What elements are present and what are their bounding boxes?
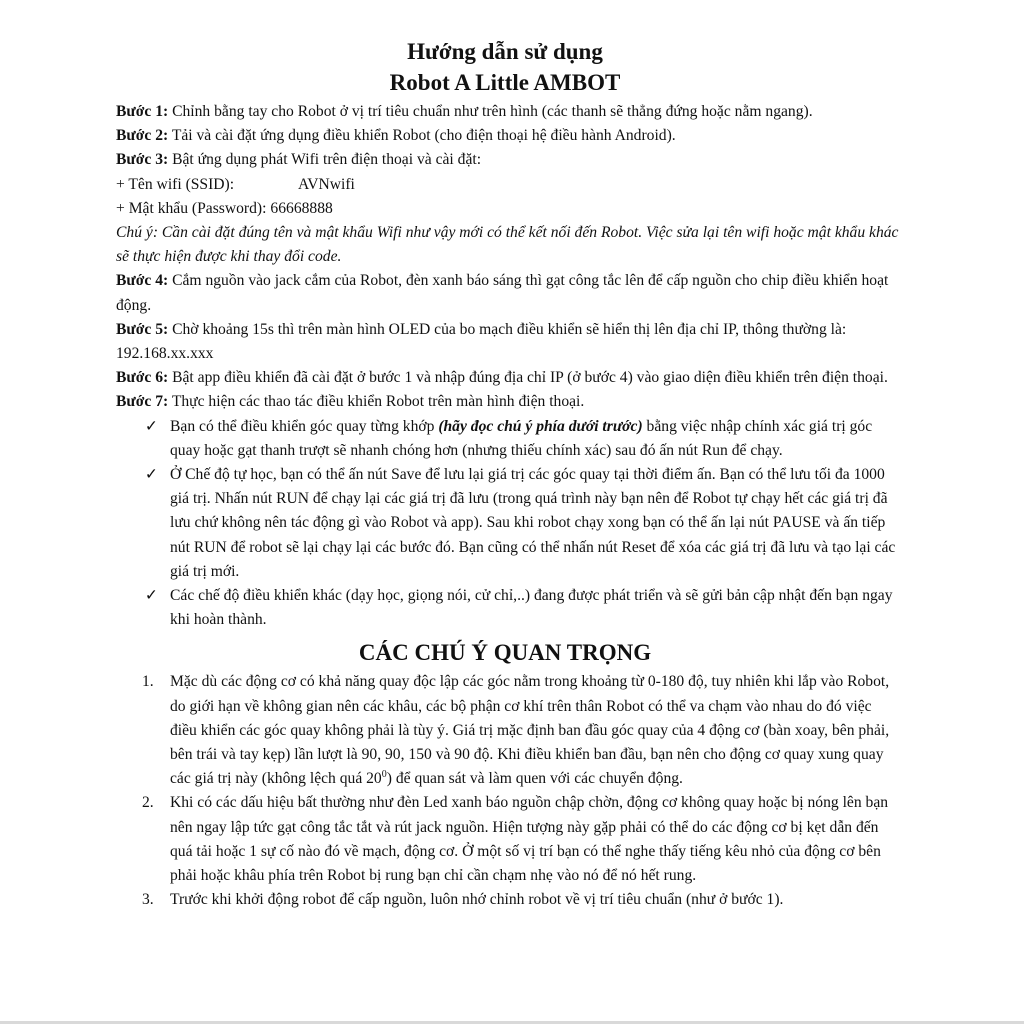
note-1-superscript: 0 xyxy=(381,769,387,781)
note-number: 1. xyxy=(142,673,154,691)
check-item-text: Các chế độ điều khiển khác (dạy học, giọng nói, cử chỉ,..) đang được phát triển và sẽ gửi bản cập nhật đến bạn ngay khi hoàn thành. xyxy=(170,587,893,629)
step-3-label: Bước 3: xyxy=(116,151,169,169)
step-6-label: Bước 6: xyxy=(116,369,169,387)
step-1-text: Chỉnh bằng tay cho Robot ở vị trí tiêu chuẩn như trên hình (các thanh sẽ thẳng đứng hoặc nằm ngang). xyxy=(168,103,813,120)
step-3 xyxy=(116,148,902,172)
step-4 xyxy=(116,269,902,317)
step-3-text: Bật ứng dụng phát Wifi trên điện thoại và cài đặt: xyxy=(168,151,482,169)
note-1-part-a: Mặc dù các động cơ có khả năng quay độc lập các góc nằm trong khoảng từ 0-180 độ, tuy nhiên khi lắp vào Robot, do giới hạn về không gian nên các khâu, các bộ phận cơ khí trên thân Robot có thể va chạm vào nhau do đó việc điều khiển các góc quay không phải là tùy ý. Giá trị mặc định ban đầu góc quay của 4 động cơ (bàn xoay, bên phải, bên trái và tay kẹp) lần lượt là 90, 90, 150 và 90 độ. Khi điều khiển ban đầu, bạn nên cho động cơ quay xung quay các giá trị này (không lệch quá 20 xyxy=(170,673,890,788)
check-item xyxy=(116,463,902,584)
check-item-text: Ở Chế độ tự học, bạn có thể ấn nút Save để lưu lại giá trị các góc quay tại thời điểm ấn. Bạn có thể lưu tối đa 1000 giá trị. Nhấn nút RUN để chạy lại các giá trị đã lưu (trong quá trình này bạn nên để Robot tự chạy hết các giá trị đã lưu chứ không nên tác động gì vào Robot và app). Sau khi robot chạy xong bạn có thể ấn lại nút PAUSE và ấn tiếp nút RUN để robot sẽ lại chạy lại các bước đó. Bạn cũng có thể nhấn nút Reset để xóa các giá trị đã lưu và tạo lại các giá trị mới. xyxy=(170,466,896,580)
step-5-text: Chờ khoảng 15s thì trên màn hình OLED của bo mạch điều khiển sẽ hiển thị lên địa chỉ IP, thông thường là: 192.168.xx.xxx xyxy=(116,320,847,363)
wifi-password-value: 66668888 xyxy=(270,199,333,217)
checkmark-icon: ✓ xyxy=(144,417,158,435)
step-6-text: Bật app điều khiển đã cài đặt ở bước 1 và nhập đúng địa chỉ IP (ở bước 4) vào giao diện điều khiển trên điện thoại. xyxy=(168,369,888,387)
note-number: 2. xyxy=(142,794,154,812)
important-notes-list xyxy=(116,670,902,912)
step-7-text: Thực hiện các thao tác điều khiển Robot trên màn hình điện thoại. xyxy=(168,393,585,411)
step-6 xyxy=(116,366,902,390)
checkmark-icon: ✓ xyxy=(144,466,158,484)
step-4-text: Cắm nguồn vào jack cắm của Robot, đèn xanh báo sáng thì gạt công tắc lên để cấp nguồn cho chip điều khiển hoạt động. xyxy=(116,272,889,314)
wifi-password-label: + Mật khẩu (Password): xyxy=(116,199,267,217)
check-item-text xyxy=(170,415,902,463)
wifi-password-row xyxy=(116,197,902,221)
wifi-ssid-value: AVNwifi xyxy=(298,175,355,193)
step-2-text: Tải và cài đặt ứng dụng điều khiển Robot (cho điện thoại hệ điều hành Android). xyxy=(168,127,676,145)
check-item-1-emphasis: (hãy đọc chú ý phía dưới trước) xyxy=(438,417,643,435)
step-5 xyxy=(116,318,902,366)
title-line-2: Robot A Little AMBOT xyxy=(389,70,621,95)
note-number: 3. xyxy=(142,891,154,909)
check-item-1-part-a: Bạn có thể điều khiển góc quay từng khớp xyxy=(170,417,439,435)
note-text xyxy=(170,670,902,791)
document-title xyxy=(108,36,902,98)
note-text: Trước khi khởi động robot để cấp nguồn, luôn nhớ chỉnh robot về vị trí tiêu chuẩn (như ở bước 1). xyxy=(170,891,784,909)
step-7-checklist xyxy=(116,415,902,633)
note-item xyxy=(116,670,902,791)
step-2-label: Bước 2: xyxy=(116,127,169,145)
wifi-ssid-row xyxy=(116,173,902,197)
document-page xyxy=(116,36,902,913)
step-7-label: Bước 7: xyxy=(116,393,169,411)
step-7 xyxy=(116,390,902,414)
check-item-1-part-b: bằng việc nhập chính xác giá trị góc quay hoặc gạt thanh trượt sẽ nhanh chóng hơn (nhưng thiếu chính xác) sau đó ấn nút Run để chạy. xyxy=(170,417,873,459)
step-1-label: Bước 1: xyxy=(116,103,169,120)
note-item xyxy=(116,888,902,912)
wifi-note: Chú ý: Cần cài đặt đúng tên và mật khẩu Wifi như vậy mới có thể kết nối đến Robot. Việc sửa lại tên wifi hoặc mật khẩu khác sẽ thực hiện được khi thay đổi code. xyxy=(116,224,899,266)
wifi-ssid-label: + Tên wifi (SSID): xyxy=(116,175,235,193)
note-1-part-b: ) để quan sát và làm quen với các chuyển động. xyxy=(386,770,683,788)
checkmark-icon: ✓ xyxy=(144,587,158,605)
step-5-label: Bước 5: xyxy=(116,320,169,338)
check-item xyxy=(116,415,902,463)
step-2 xyxy=(116,124,902,148)
step-1 xyxy=(116,100,902,124)
title-line-1: Hướng dẫn sử dụng xyxy=(407,39,603,64)
note-text: Khi có các dấu hiệu bất thường như đèn Led xanh báo nguồn chập chờn, động cơ không quay hoặc bị nóng lên bạn nên ngay lập tức gạt công tắc tắt và rút jack nguồn. Hiện tượng này gặp phải có thể do các động cơ bị kẹt dẫn đến quá tải hoặc 1 sự cố nào đó về mạch, động cơ. Ở một số vị trí bạn có thể nghe thấy tiếng kêu nhỏ của động cơ bên phải hoặc khâu phía trên Robot bị rung bạn chỉ cần chạm nhẹ vào nó để nó hết rung. xyxy=(170,794,889,885)
check-item xyxy=(116,584,902,632)
step-4-label: Bước 4: xyxy=(116,272,169,290)
note-item xyxy=(116,791,902,888)
section-title: CÁC CHÚ Ý QUAN TRỌNG xyxy=(358,640,652,666)
